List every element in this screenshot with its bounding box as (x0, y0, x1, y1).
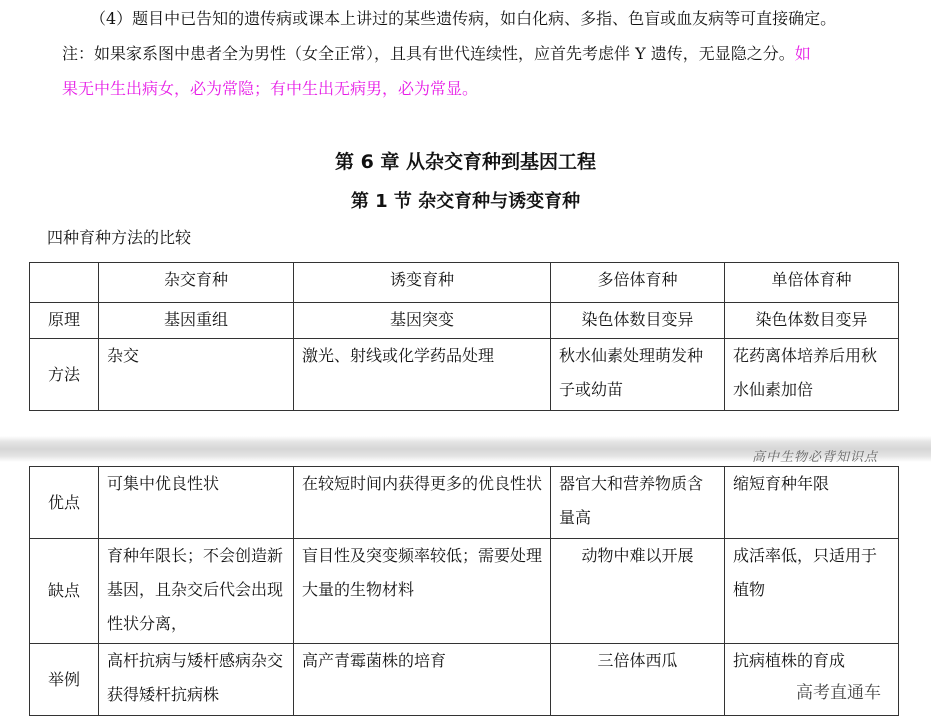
table-cell: 高杆抗病与矮杆感病杂交获得矮杆抗病株 (99, 644, 294, 716)
table-cell: 激光、射线或化学药品处理 (294, 339, 551, 411)
table-row (30, 539, 899, 644)
table-cell: 高产青霉菌株的培育 (294, 644, 551, 716)
table-row (30, 467, 899, 539)
table-cell: 抗病植株的育成 (725, 644, 899, 716)
table-cell: 染色体数目变异 (725, 303, 899, 339)
row-label: 优点 (30, 467, 99, 539)
table-cell: 基因突变 (294, 303, 551, 339)
table-cell: 秋水仙素处理萌发种子或幼苗 (551, 339, 725, 411)
table-caption: 四种育种方法的比较 (47, 228, 192, 247)
table-cell: 可集中优良性状 (99, 467, 294, 539)
table-cell: 缩短育种年限 (725, 467, 899, 539)
row-label: 缺点 (30, 539, 99, 644)
header-cell-mutation: 诱变育种 (294, 263, 551, 303)
table-cell: 花药离体培养后用秋水仙素加倍 (725, 339, 899, 411)
table-row (30, 644, 899, 716)
header-cell-polyploid: 多倍体育种 (551, 263, 725, 303)
table-cell: 基因重组 (99, 303, 294, 339)
table-row (30, 339, 899, 411)
table-cell: 育种年限长；不会创造新基因，且杂交后代会出现性状分离， (99, 539, 294, 644)
breeding-table-top (29, 262, 899, 411)
table-cell: 器官大和营养物质含量高 (551, 467, 725, 539)
note-text: 注：如果家系图中患者全为男性（女全正常），且具有世代连续性，应首先考虑伴 Y 遗传，无显隐之分。 (62, 44, 795, 63)
header-cell-empty (30, 263, 99, 303)
note-highlight-start: 如 (794, 44, 811, 63)
note-highlight-line: 果无中生出病女，必为常隐；有中生出无病男，必为常显。 (62, 79, 479, 98)
row-label: 举例 (30, 644, 99, 716)
table-cell: 染色体数目变异 (551, 303, 725, 339)
row-label: 方法 (30, 339, 99, 411)
breeding-table-bottom (29, 466, 899, 716)
header-cell-haploid: 单倍体育种 (725, 263, 899, 303)
table-row (30, 303, 899, 339)
chapter-title: 第 6 章 从杂交育种到基因工程 (334, 151, 597, 173)
table-cell: 在较短时间内获得更多的优良性状 (294, 467, 551, 539)
watermark: 高考直通车 (796, 683, 881, 703)
table-cell: 杂交 (99, 339, 294, 411)
table-cell: 盲目性及突变频率较低；需要处理大量的生物材料 (294, 539, 551, 644)
section-title: 第 1 节 杂交育种与诱变育种 (350, 191, 581, 212)
header-cell-hybrid: 杂交育种 (99, 263, 294, 303)
table-cell: 三倍体西瓜 (551, 644, 725, 716)
table-header-row (30, 263, 899, 303)
running-head: 高中生物必背知识点 (752, 450, 879, 465)
row-label: 原理 (30, 303, 99, 339)
item-4-text: （4）题目中已告知的遗传病或课本上讲过的某些遗传病，如白化病、多指、色盲或血友病等可直接确定。 (90, 9, 837, 28)
table-cell: 动物中难以开展 (551, 539, 725, 644)
table-cell: 成活率低，只适用于植物 (725, 539, 899, 644)
note-line-1 (62, 44, 811, 64)
